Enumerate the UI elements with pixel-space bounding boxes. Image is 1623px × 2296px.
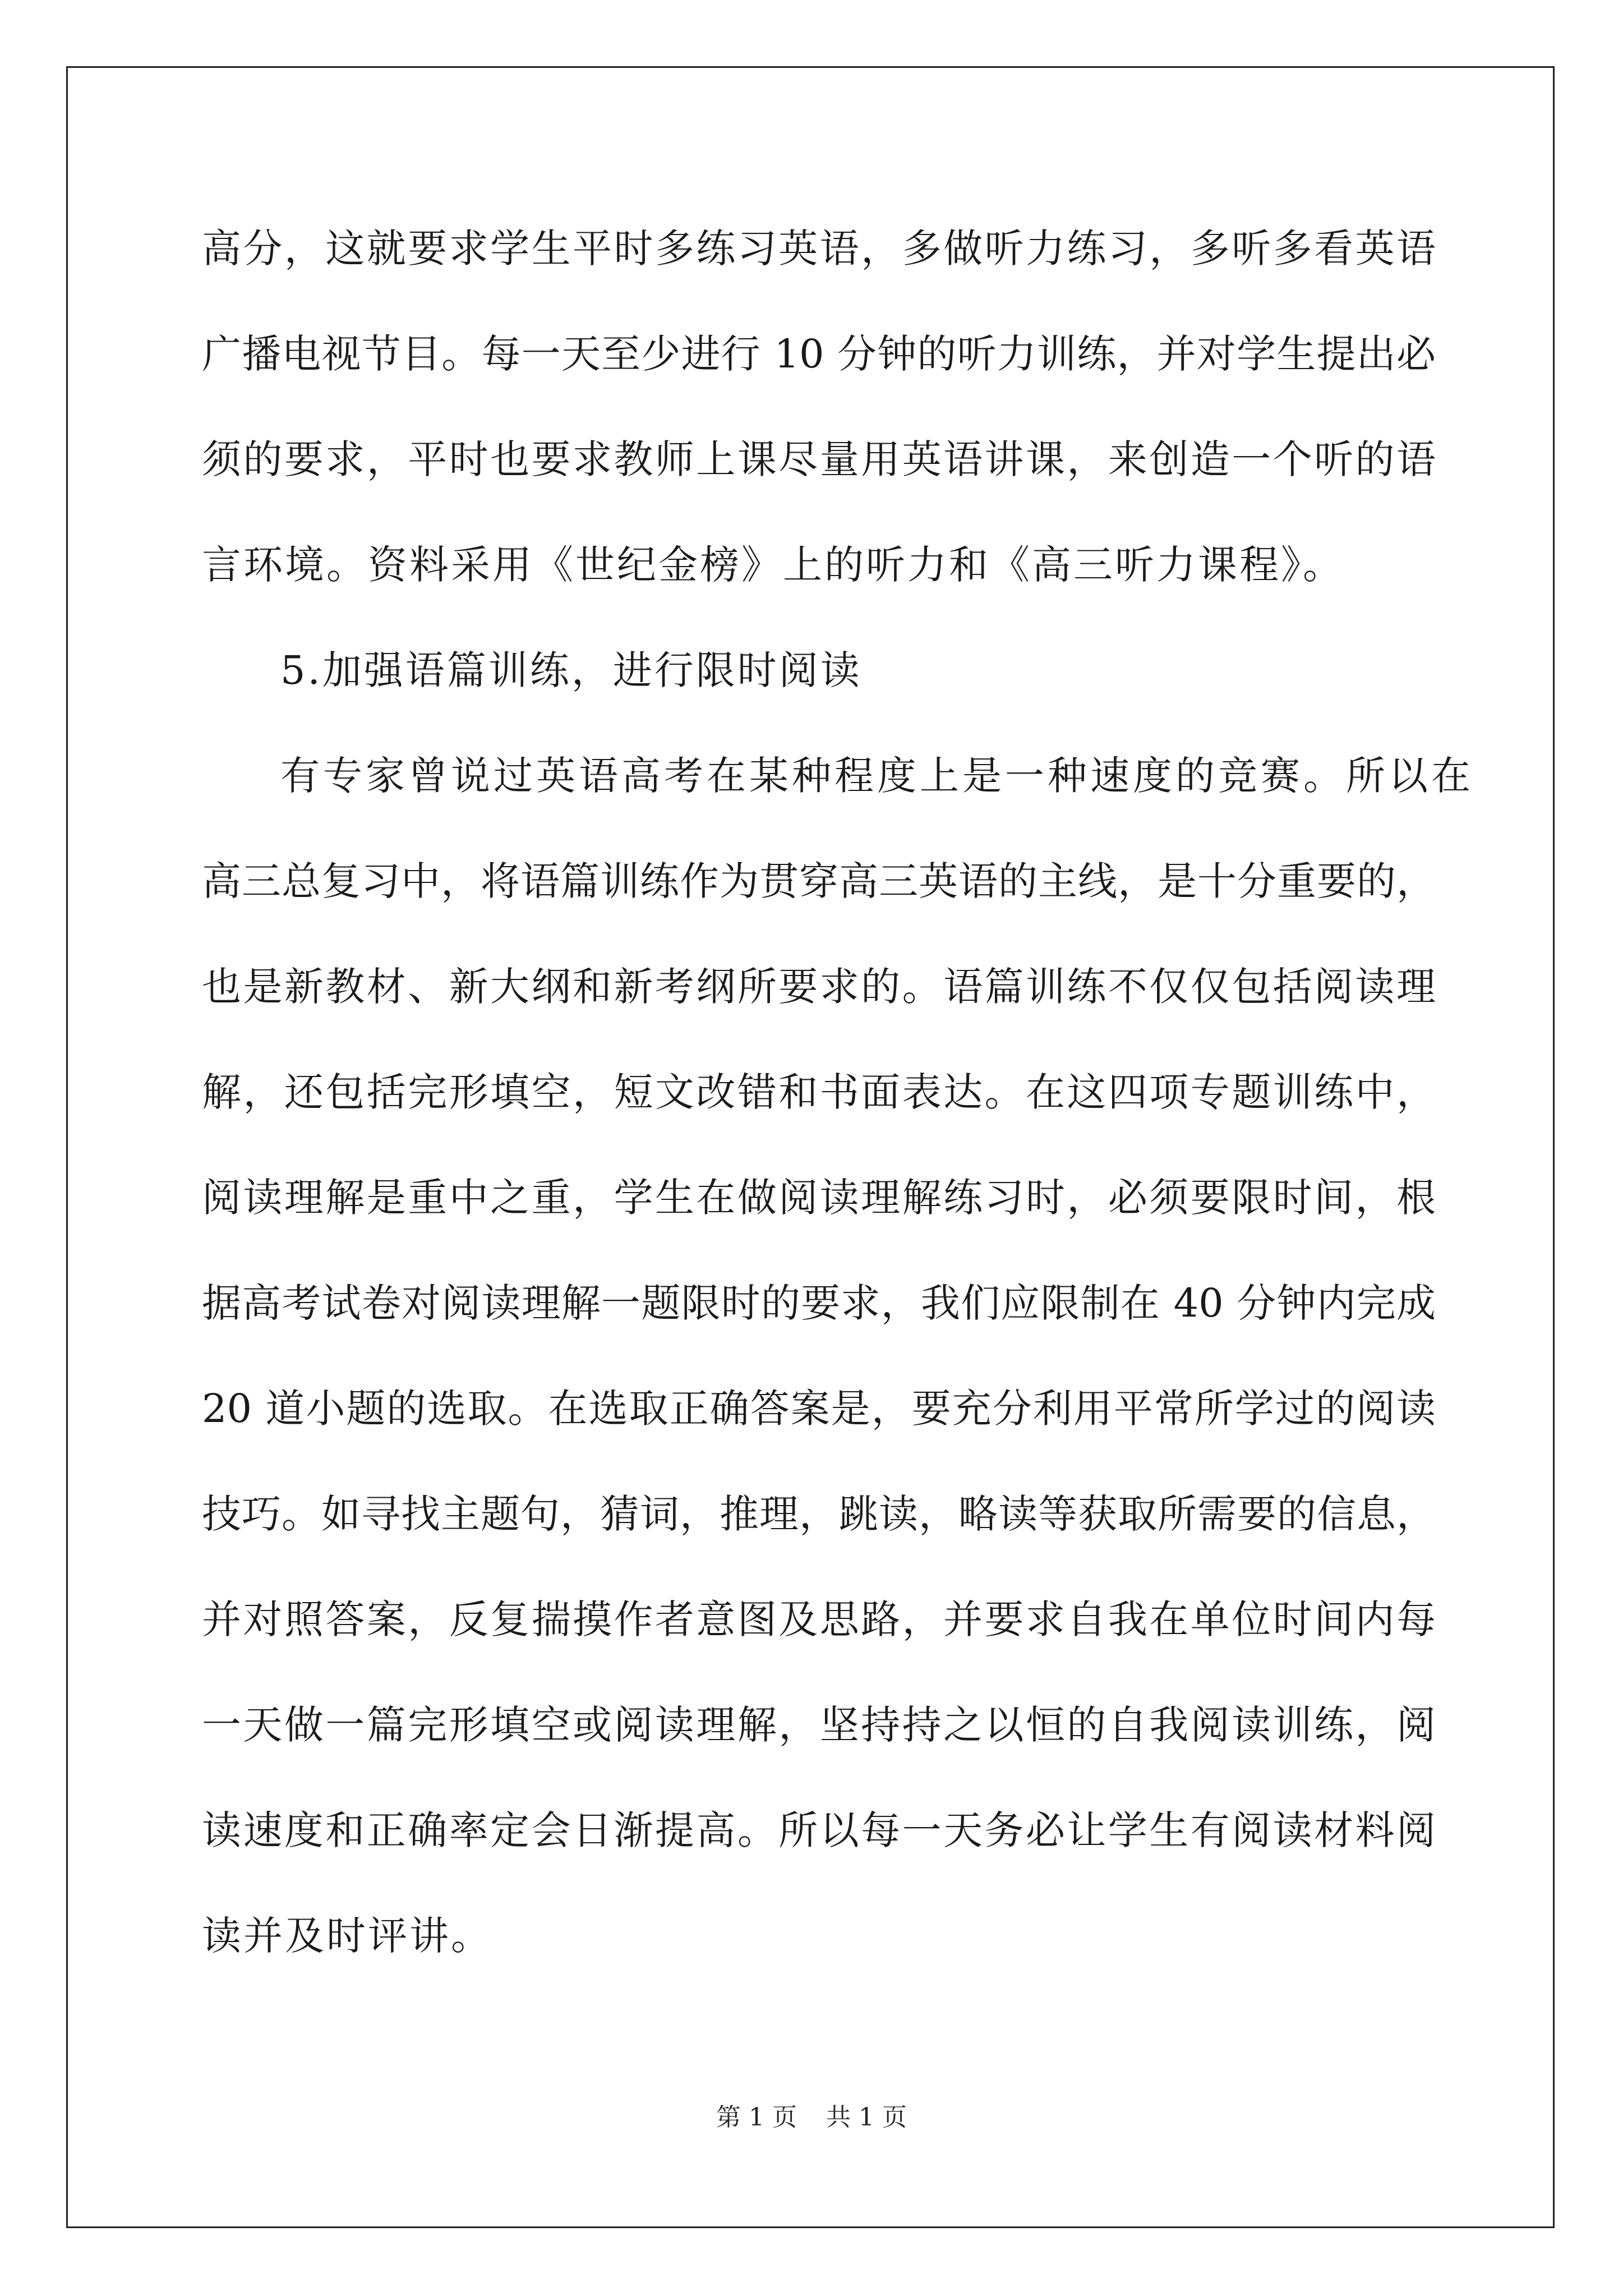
text-line: 20 道小题的选取。在选取正确答案是，要充分利用平常所学过的阅读 [202,1386,1436,1432]
page-number: 第 1 页 [716,2103,797,2132]
text-line: 技巧。如寻找主题句，猜词，推理，跳读，略读等获取所需要的信息， [202,1491,1436,1537]
text-line: 并对照答案，反复揣摸作者意图及思路，并要求自我在单位时间内每 [202,1596,1436,1642]
text-line: 高三总复习中，将语篇训练作为贯穿高三英语的主线，是十分重要的， [202,858,1436,904]
paragraph-first-line: 有专家曾说过英语高考在某种程度上是一种速度的竞赛。所以在 [280,753,1474,799]
text-line: 阅读理解是重中之重，学生在做阅读理解练习时，必须要限时间，根 [202,1175,1436,1221]
text-line: 读速度和正确率定会日渐提高。所以每一天务必让学生有阅读材料阅 [202,1807,1436,1853]
page-total: 共 1 页 [826,2103,907,2132]
page-border [66,66,1555,2228]
text-line: 须的要求，平时也要求教师上课尽量用英语讲课，来创造一个听的语 [202,436,1436,482]
text-line: 广播电视节目。每一天至少进行 10 分钟的听力训练，并对学生提出必 [202,331,1436,377]
text-line: 解，还包括完形填空，短文改错和书面表达。在这四项专题训练中， [202,1069,1436,1115]
text-line: 高分，这就要求学生平时多练习英语，多做听力练习，多听多看英语 [202,226,1436,272]
text-line: 读并及时评讲。 [202,1913,492,1959]
text-line: 据高考试卷对阅读理解一题限时的要求，我们应限制在 40 分钟内完成 [202,1280,1436,1326]
text-line: 一天做一篇完形填空或阅读理解，坚持持之以恒的自我阅读训练，阅 [202,1702,1436,1748]
text-line: 也是新教材、新大纲和新考纲所要求的。语篇训练不仅仅包括阅读理 [202,964,1436,1010]
section-heading: 5.加强语篇训练，进行限时阅读 [280,647,862,693]
page-footer [0,2101,1623,2134]
text-line: 言环境。资料采用《世纪金榜》上的听力和《高三听力课程》。 [202,542,1344,588]
